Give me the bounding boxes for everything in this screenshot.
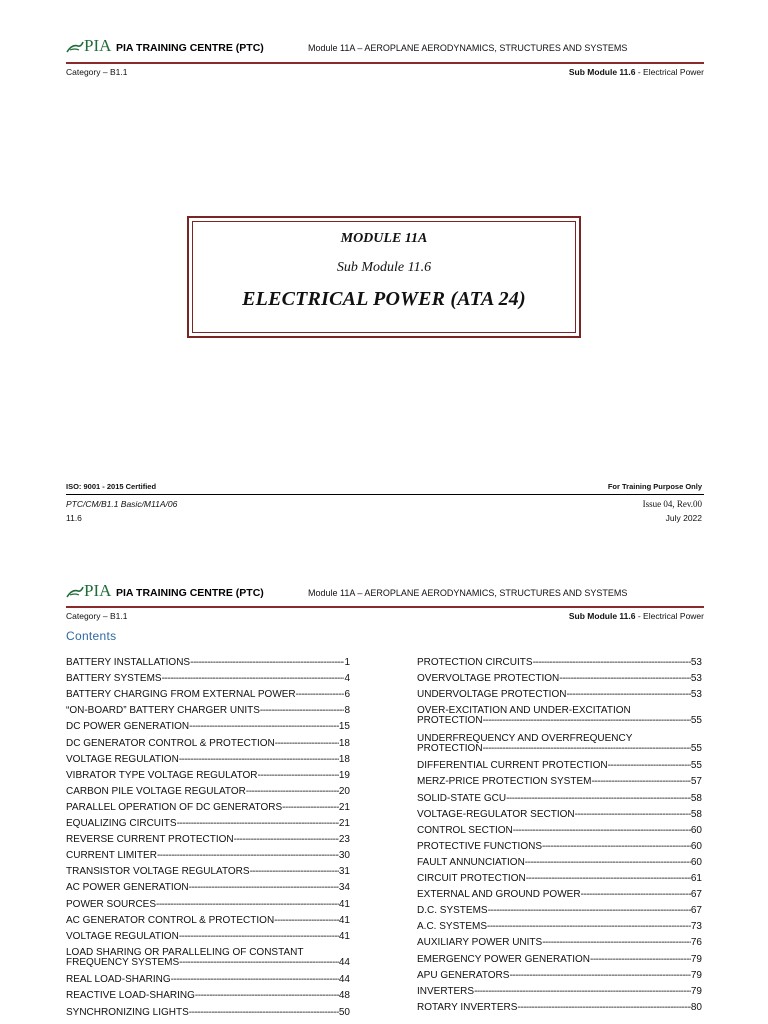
toc-entry[interactable] (66, 706, 350, 716)
toc-entry-label: MERZ-PRICE PROTECTION SYSTEM (417, 777, 592, 788)
toc-entry[interactable] (66, 690, 350, 700)
toc-entry[interactable] (417, 858, 702, 868)
toc-entry[interactable] (66, 867, 350, 877)
dot-leader (234, 835, 339, 845)
module-number: Module 11A (308, 43, 355, 53)
dot-leader (177, 819, 339, 829)
module-description: – AEROPLANE AERODYNAMICS, STRUCTURES AND SYSTEMS (354, 43, 628, 53)
header-rule (66, 606, 704, 608)
toc-entry[interactable] (417, 890, 702, 900)
toc-entry-label: PROTECTIVE FUNCTIONS (417, 841, 543, 852)
toc-page-number: 21 (338, 802, 350, 813)
toc-page-number: 60 (690, 825, 702, 836)
dot-leader (533, 658, 691, 668)
toc-page-number: 67 (690, 906, 702, 917)
dot-leader (525, 858, 691, 868)
toc-entry-label: INVERTERS (417, 986, 475, 997)
toc-entry-label: BATTERY CHARGING FROM EXTERNAL POWER (66, 690, 296, 701)
toc-entry-label: AUXILIARY POWER UNITS (417, 938, 543, 949)
toc-page-number: 4 (344, 674, 350, 685)
toc-entry-label: CURRENT LIMITER (66, 851, 157, 862)
toc-entry[interactable] (417, 842, 702, 852)
toc-entry-label: VOLTAGE-REGULATOR SECTION (417, 809, 575, 820)
module-title (308, 588, 627, 598)
toc-page-number: 18 (338, 738, 350, 749)
toc-entry[interactable] (417, 690, 702, 700)
submodule-heading: Sub Module 11.6 (336, 260, 432, 275)
toc-entry[interactable] (417, 674, 702, 684)
toc-entry-label: AC POWER GENERATION (66, 883, 189, 894)
toc-entry-label: DC POWER GENERATION (66, 722, 190, 733)
toc-page-number: 41 (338, 931, 350, 942)
toc-entry-label: DIFFERENTIAL CURRENT PROTECTION (417, 761, 608, 772)
toc-entry[interactable] (417, 777, 702, 787)
dot-leader (195, 991, 339, 1001)
dot-leader (171, 975, 339, 985)
toc-page-number: 15 (338, 722, 350, 733)
toc-entry[interactable] (66, 916, 350, 926)
toc-entry[interactable] (66, 787, 350, 797)
toc-entry-label: UNDERVOLTAGE PROTECTION (417, 690, 567, 701)
toc-page-number: 30 (338, 851, 350, 862)
toc-page-number: 61 (690, 874, 702, 884)
toc-page-number: 53 (690, 674, 702, 685)
toc-entry[interactable] (417, 794, 702, 804)
dot-leader (179, 958, 339, 968)
dot-leader (487, 922, 691, 932)
toc-entry-label: CONTROL SECTION (417, 825, 513, 836)
toc-entry[interactable] (417, 761, 702, 771)
toc-page-number: 44 (338, 975, 350, 986)
toc-entry-label: EMERGENCY POWER GENERATION (417, 954, 590, 965)
toc-entry-label: OVER-EXCITATION AND UNDER-EXCITATION (417, 705, 631, 717)
toc-entry[interactable] (417, 987, 702, 997)
toc-entry[interactable] (66, 658, 350, 668)
toc-entry-label: POWER SOURCES (66, 899, 157, 910)
toc-entry[interactable] (66, 883, 350, 893)
toc-entry-label: VOLTAGE REGULATION (66, 754, 179, 765)
toc-page-number: 58 (690, 809, 702, 820)
toc-entry-label-continued: PROTECTION (417, 716, 483, 727)
toc-page-number: 55 (690, 743, 702, 754)
toc-entry[interactable] (66, 975, 350, 985)
toc-page-number: 58 (690, 793, 702, 804)
toc-entry[interactable] (417, 906, 702, 916)
dot-leader (189, 1008, 339, 1018)
toc-entry-label: PARALLEL OPERATION OF DC GENERATORS (66, 802, 283, 813)
document-code: PTC/CM/B1.1 Basic/M11A/06 (66, 499, 178, 509)
toc-page-number: 53 (690, 690, 702, 701)
toc-entry-label: EQUALIZING CIRCUITS (66, 819, 177, 829)
dot-leader (157, 851, 339, 861)
toc-entry[interactable] (66, 771, 350, 781)
toc-page-number: 48 (338, 991, 350, 1002)
toc-page-number: 21 (338, 819, 350, 829)
toc-page-number: 55 (690, 761, 702, 772)
toc-page-number: 41 (338, 915, 350, 926)
toc-page-number: 79 (690, 954, 702, 965)
dot-leader (575, 810, 691, 820)
pia-logo (66, 583, 111, 599)
submodule-label (569, 611, 704, 621)
toc-entry-label: EXTERNAL AND GROUND POWER (417, 890, 581, 901)
issue-date: July 2022 (665, 513, 702, 523)
submodule-number: Sub Module 11.6 (568, 611, 636, 621)
dot-leader (542, 842, 691, 852)
dot-leader (258, 771, 339, 781)
toc-page-number: 60 (690, 857, 702, 868)
toc-entry[interactable] (66, 819, 350, 829)
toc-entry-label: APU GENERATORS (417, 970, 510, 981)
submodule-number: Sub Module 11.6 (568, 67, 636, 77)
issue-revision: Issue 04, Rev.00 (642, 499, 702, 509)
toc-entry-label-continued: FREQUENCY SYSTEMS (66, 957, 180, 968)
toc-entry[interactable] (66, 755, 350, 765)
toc-entry[interactable] (66, 851, 350, 861)
toc-page-number: 76 (690, 938, 702, 949)
dot-leader (296, 690, 345, 700)
module-number: Module 11A (308, 588, 355, 598)
dot-leader (282, 803, 339, 813)
toc-page-number: 50 (338, 1007, 350, 1018)
crane-logo-icon (66, 583, 84, 599)
toc-entry[interactable] (417, 1003, 702, 1013)
module-description: – AEROPLANE AERODYNAMICS, STRUCTURES AND SYSTEMS (354, 588, 628, 598)
toc-entry-label: “ON-BOARD” BATTERY CHARGER UNITS (66, 706, 260, 717)
dot-leader (250, 867, 339, 877)
toc-entry-label: LOAD SHARING OR PARALLELING OF CONSTANT (66, 946, 304, 958)
dot-leader (590, 955, 691, 965)
dot-leader (179, 755, 339, 765)
toc-entry[interactable] (66, 803, 350, 813)
toc-entry[interactable] (66, 991, 350, 1001)
toc-page-number: 8 (344, 706, 350, 717)
page-header (66, 583, 704, 613)
toc-entry[interactable] (66, 932, 350, 942)
toc-entry[interactable] (417, 938, 702, 948)
dot-leader (509, 971, 690, 981)
module-heading: MODULE 11A (340, 231, 428, 246)
dot-leader (162, 674, 345, 684)
toc-page-number: 53 (690, 658, 702, 668)
toc-entry[interactable] (417, 955, 702, 965)
toc-entry-label: UNDERFREQUENCY AND OVERFREQUENCY (417, 732, 633, 744)
toc-entry-label: SYNCHRONIZING LIGHTS (66, 1007, 189, 1018)
toc-entry-label: AC GENERATOR CONTROL & PROTECTION (66, 915, 275, 926)
toc-entry[interactable] (417, 874, 702, 884)
dot-leader (275, 739, 339, 749)
toc-page-number: 67 (690, 890, 702, 901)
toc-entry[interactable] (66, 722, 350, 732)
dot-leader (189, 883, 339, 893)
toc-page-number: 19 (338, 770, 350, 781)
dot-leader (517, 1003, 690, 1013)
toc-entry[interactable] (417, 734, 702, 754)
toc-page-number: 55 (690, 716, 702, 727)
training-notice: For Training Purpose Only (607, 482, 702, 491)
dot-leader (566, 690, 690, 700)
toc-entry[interactable] (66, 1008, 350, 1018)
submodule-name: - Electrical Power (635, 611, 704, 621)
toc-entry-label: REACTIVE LOAD-SHARING (66, 991, 195, 1002)
toc-entry-label: FAULT ANNUNCIATION (417, 857, 525, 868)
dot-leader (156, 900, 339, 910)
toc-page-number: 34 (338, 883, 350, 894)
toc-entry-label: DC GENERATOR CONTROL & PROTECTION (66, 738, 275, 749)
toc-entry-label: SOLID-STATE GCU (417, 793, 507, 804)
document-title: ELECTRICAL POWER (ATA 24) (242, 288, 526, 310)
toc-entry[interactable] (66, 674, 350, 684)
dot-leader (179, 932, 339, 942)
toc-entry-label: OVERVOLTAGE PROTECTION (417, 674, 560, 685)
category-label: Category – B1.1 (66, 611, 128, 621)
dot-leader (559, 674, 691, 684)
dot-leader (190, 658, 344, 668)
toc-entry-label: TRANSISTOR VOLTAGE REGULATORS (66, 867, 250, 878)
category-label: Category – B1.1 (66, 67, 128, 77)
dot-leader (591, 777, 690, 787)
toc-entry[interactable] (417, 826, 702, 836)
toc-page-number: 41 (338, 899, 350, 910)
toc-page-number: 23 (338, 835, 350, 846)
dot-leader (246, 787, 339, 797)
dot-leader (260, 706, 345, 716)
toc-page-number: 18 (338, 754, 350, 765)
submodule-name: - Electrical Power (635, 67, 704, 77)
toc-page-number: 6 (344, 690, 350, 701)
toc-entry[interactable] (417, 922, 702, 932)
dot-leader (526, 874, 691, 884)
logo-text: PIA (84, 581, 112, 600)
toc-entry-label: D.C. SYSTEMS (417, 906, 488, 917)
iso-certification: ISO: 9001 - 2015 Certified (66, 482, 157, 491)
dot-leader (189, 722, 339, 732)
dot-leader (488, 906, 691, 916)
toc-entry-label: ROTARY INVERTERS (417, 1002, 518, 1013)
toc-page-number: 73 (690, 922, 702, 933)
dot-leader (483, 744, 691, 754)
training-centre-name: PIA TRAINING CENTRE (PTC) (116, 587, 264, 599)
toc-entry[interactable] (417, 706, 702, 726)
toc-page-number: 1 (344, 658, 350, 668)
toc-entry-label: PROTECTION CIRCUITS (417, 658, 533, 668)
toc-entry-label: VIBRATOR TYPE VOLTAGE REGULATOR (66, 770, 258, 781)
toc-page-number: 57 (690, 777, 702, 788)
toc-entry-label: CARBON PILE VOLTAGE REGULATOR (66, 786, 246, 797)
toc-entry[interactable] (417, 971, 702, 981)
toc-page-number: 79 (690, 986, 702, 997)
toc-page-number: 60 (690, 841, 702, 852)
logo-text: PIA (84, 36, 112, 55)
toc-entry-label: BATTERY SYSTEMS (66, 674, 162, 685)
toc-page-number: 31 (338, 867, 350, 878)
toc-entry[interactable] (66, 739, 350, 749)
dot-leader (513, 826, 691, 836)
toc-entry[interactable] (417, 658, 702, 668)
toc-entry[interactable] (417, 810, 702, 820)
dot-leader (483, 716, 691, 726)
dot-leader (274, 916, 339, 926)
toc-entry[interactable] (66, 835, 350, 845)
contents-heading: Contents (66, 629, 117, 643)
toc-page-number: 44 (338, 957, 350, 968)
toc-entry-label: CIRCUIT PROTECTION (417, 874, 526, 884)
toc-entry[interactable] (66, 948, 350, 968)
toc-entry-label-continued: PROTECTION (417, 743, 483, 754)
dot-leader (581, 890, 691, 900)
dot-leader (608, 761, 691, 771)
dot-leader (542, 938, 691, 948)
toc-page-number: 20 (338, 786, 350, 797)
toc-entry-label: BATTERY INSTALLATIONS (66, 658, 191, 668)
toc-page-number: 80 (690, 1002, 702, 1013)
toc-entry-label: VOLTAGE REGULATION (66, 931, 179, 942)
training-centre-name: PIA TRAINING CENTRE (PTC) (116, 42, 264, 54)
section-number: 11.6 (66, 513, 82, 523)
toc-entry-label: REVERSE CURRENT PROTECTION (66, 835, 234, 846)
toc-page-number: 79 (690, 970, 702, 981)
toc-entry[interactable] (66, 900, 350, 910)
dot-leader (506, 794, 691, 804)
toc-entry-label: REAL LOAD-SHARING (66, 975, 171, 986)
dot-leader (474, 987, 691, 997)
toc-entry-label: A.C. SYSTEMS (417, 922, 488, 933)
